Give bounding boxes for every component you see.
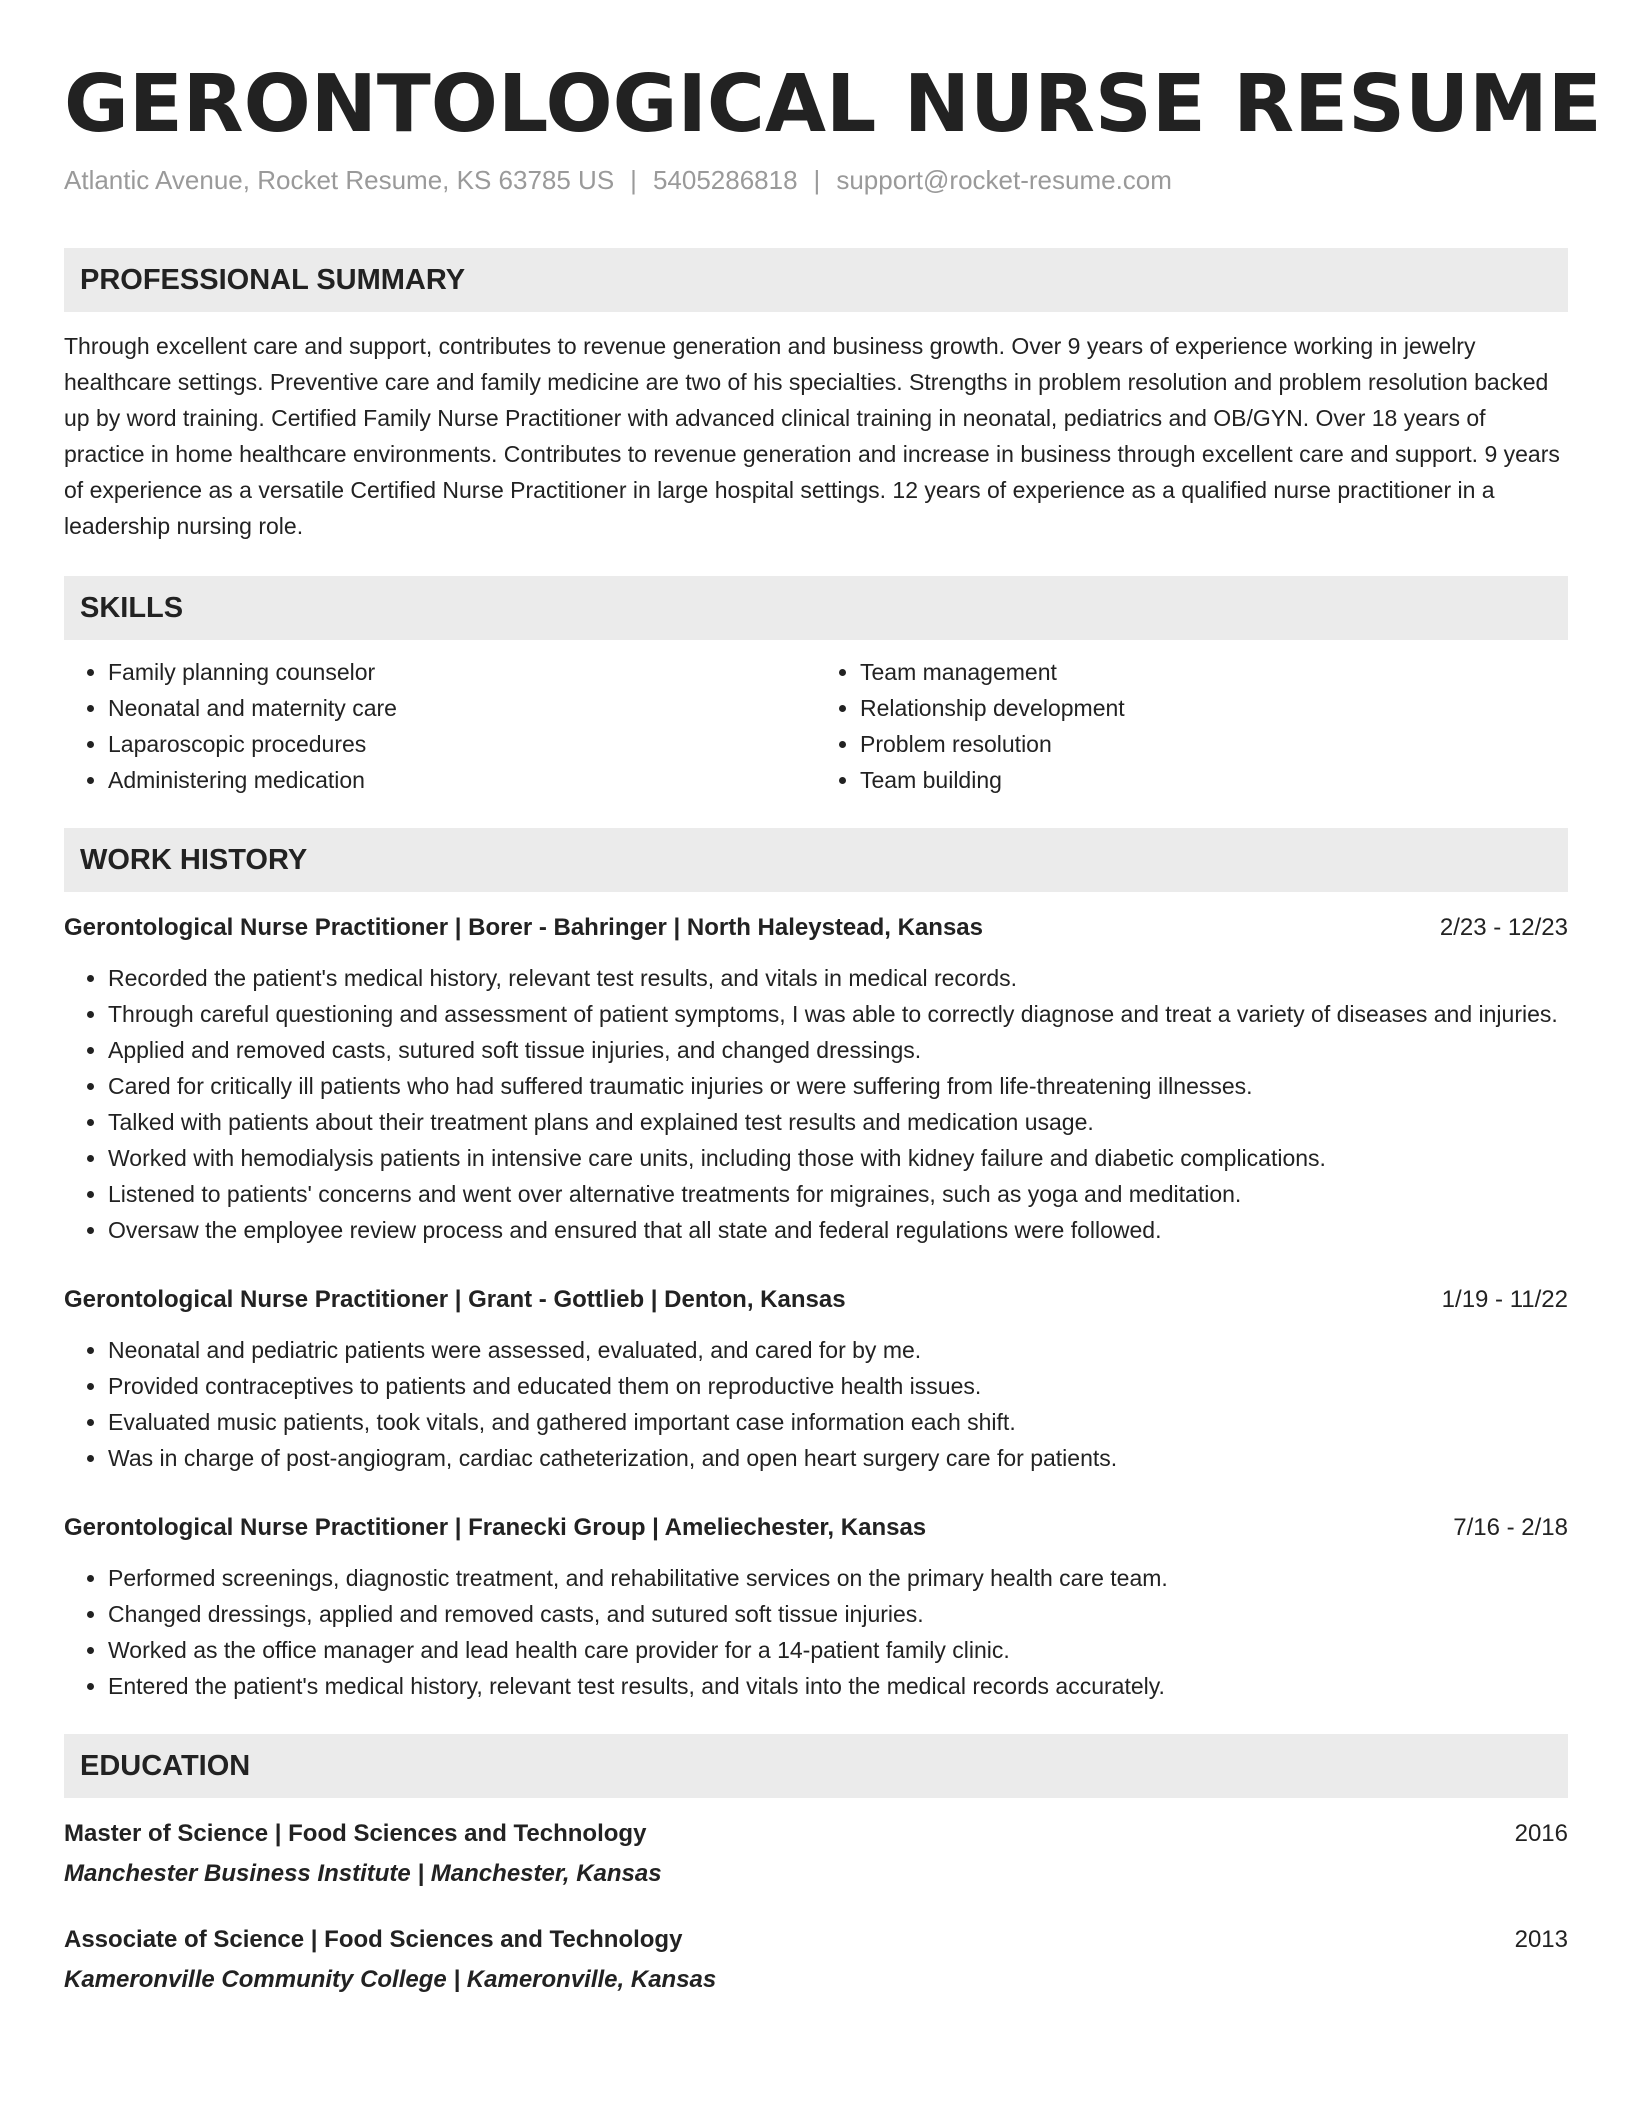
job-dates: 1/19 - 11/22	[1441, 1286, 1568, 1313]
job-bullet: • Worked as the office manager and lead health care provider for a 14-patient family clinic.	[108, 1632, 1568, 1668]
skills-right-column	[816, 654, 1568, 798]
job-entry	[64, 910, 1568, 1248]
job-bullet: • Worked with hemodialysis patients in intensive care units, including those with kidney failure and diabetic complications.	[108, 1140, 1568, 1176]
work-heading-label: WORK HISTORY	[80, 843, 308, 876]
job-dates: 7/16 - 2/18	[1453, 1514, 1568, 1541]
contact-phone: 5405286818	[652, 165, 798, 195]
job-bullet: • Oversaw the employee review process and ensured that all state and federal regulations were followed.	[108, 1212, 1568, 1248]
summary-heading	[64, 248, 1568, 312]
job-bullet: • Provided contraceptives to patients and educated them on reproductive health issues.	[108, 1368, 1568, 1404]
education-heading-label: EDUCATION	[80, 1749, 251, 1782]
job-bullet: • Talked with patients about their treatment plans and explained test results and medication usage.	[108, 1104, 1568, 1140]
contact-separator: |	[813, 165, 821, 195]
education-entry	[64, 1816, 1568, 1892]
education-header	[64, 1816, 1568, 1852]
job-header	[64, 1510, 1568, 1546]
contact-separator: |	[630, 165, 637, 195]
summary-text: Through excellent care and support, contributes to revenue generation and business growth. Over 9 years of experience working in jewelry healthcare settings. Preventive care and family medicine are two of his specialties. Strengths in problem resolution and problem resolution backed up by word training. Certified Family Nurse Practitioner with advanced clinical training in neonatal, pediatrics and OB/GYN. Over 18 years of practice in home healthcare environments. Contributes to revenue generation and increase in business through excellent care and support. 9 years of experience as a versatile Certified Nurse Practitioner in large hospital settings. 12 years of experience as a qualified nurse practitioner in a leadership nursing role.	[64, 333, 1560, 539]
job-bullet: • Entered the patient's medical history, relevant test results, and vitals into the medical records accurately.	[108, 1668, 1568, 1704]
education-year: 2016	[1514, 1820, 1568, 1847]
skills-list	[64, 654, 1568, 798]
job-dates: 2/23 - 12/23	[1439, 914, 1568, 941]
resume-title: GERONTOLOGICAL NURSE RESUME	[64, 58, 1602, 150]
education-header	[64, 1922, 1568, 1958]
job-title: Gerontological Nurse Practitioner | Borer - Bahringer | North Haleystead, Kansas	[64, 914, 983, 941]
education-degree: Associate of Science | Food Sciences and Technology	[64, 1926, 683, 1953]
job-bullet: • Changed dressings, applied and removed casts, and sutured soft tissue injuries.	[108, 1596, 1568, 1632]
summary-heading-label: PROFESSIONAL SUMMARY	[80, 263, 466, 296]
skill-item: • Administering medication	[108, 762, 816, 798]
job-entry	[64, 1282, 1568, 1476]
job-title: Gerontological Nurse Practitioner | Grant - Gottlieb | Denton, Kansas	[64, 1286, 846, 1313]
education-school: Manchester Business Institute | Manchester, Kansas	[64, 1860, 662, 1887]
skill-item: • Problem resolution	[860, 726, 1568, 762]
job-header	[64, 910, 1568, 946]
job-bullet: • Recorded the patient's medical history, relevant test results, and vitals in medical records.	[108, 960, 1568, 996]
job-bullet: • Neonatal and pediatric patients were assessed, evaluated, and cared for by me.	[108, 1332, 1568, 1368]
job-entry	[64, 1510, 1568, 1704]
job-bullet: • Was in charge of post-angiogram, cardiac catheterization, and open heart surgery care for patients.	[108, 1440, 1568, 1476]
job-bullets	[64, 960, 1568, 1248]
education-heading	[64, 1734, 1568, 1798]
resume-page	[64, 0, 1602, 1998]
job-title: Gerontological Nurse Practitioner | Franecki Group | Ameliechester, Kansas	[64, 1514, 927, 1541]
skills-left-column	[64, 654, 816, 798]
skills-heading	[64, 576, 1568, 640]
work-heading	[64, 828, 1568, 892]
skill-item: • Neonatal and maternity care	[108, 690, 816, 726]
skills-heading-label: SKILLS	[80, 591, 184, 624]
skill-item: • Laparoscopic procedures	[108, 726, 816, 762]
job-bullet: • Applied and removed casts, sutured soft tissue injuries, and changed dressings.	[108, 1032, 1568, 1068]
contact-address: Atlantic Avenue, Rocket Resume, KS 63785 US	[64, 165, 615, 195]
job-bullet: • Through careful questioning and assessment of patient symptoms, I was able to correctly diagnose and treat a variety of diseases and injuries.	[108, 996, 1568, 1032]
job-header	[64, 1282, 1568, 1318]
contact-line	[64, 162, 1568, 198]
skill-item: • Relationship development	[860, 690, 1568, 726]
skill-item: • Family planning counselor	[108, 654, 816, 690]
job-bullet: • Cared for critically ill patients who had suffered traumatic injuries or were suffering from life-threatening illnesses.	[108, 1068, 1568, 1104]
job-bullets	[64, 1560, 1568, 1704]
job-bullets	[64, 1332, 1568, 1476]
skill-item: • Team building	[860, 762, 1568, 798]
contact-email: support@rocket-resume.com	[836, 165, 1172, 195]
education-school: Kameronville Community College | Kameronville, Kansas	[64, 1966, 717, 1993]
skill-item: • Team management	[860, 654, 1568, 690]
job-bullet: • Performed screenings, diagnostic treatment, and rehabilitative services on the primary health care team.	[108, 1560, 1568, 1596]
job-bullet: • Evaluated music patients, took vitals, and gathered important case information each shift.	[108, 1404, 1568, 1440]
education-entry	[64, 1922, 1568, 1998]
job-bullet: • Listened to patients' concerns and went over alternative treatments for migraines, such as yoga and meditation.	[108, 1176, 1568, 1212]
education-degree: Master of Science | Food Sciences and Technology	[64, 1820, 647, 1847]
education-year: 2013	[1514, 1926, 1568, 1953]
